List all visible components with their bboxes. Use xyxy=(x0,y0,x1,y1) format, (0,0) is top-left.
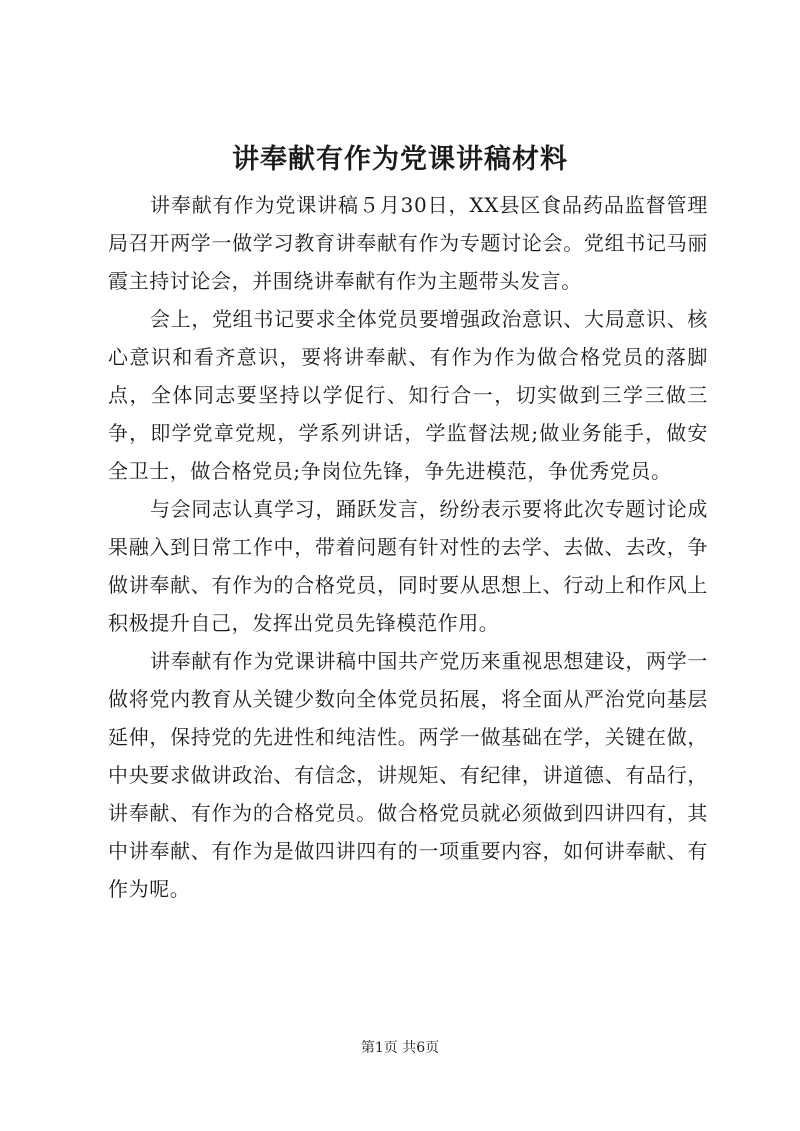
document-title: 讲奉献有作为党课讲稿材料 xyxy=(232,144,568,175)
page-number-footer: 第1页 共6页 xyxy=(360,1040,440,1056)
paragraph-1: 讲奉献有作为党课讲稿５月30日，XX县区食品药品监督管理局召开两学一做学习教育讲奉献有作为专题讨论会。党组书记马丽霞主持讨论会，并围绕讲奉献有作为主题带头发言。 xyxy=(108,193,708,293)
paragraph-2: 会上，党组书记要求全体党员要增强政治意识、大局意识、核心意识和看齐意识，要将讲奉献、有作为作为做合格党员的落脚点，全体同志要坚持以学促行、知行合一，切实做到三学三做三争，即学党章党规，学系列讲话，学监督法规;做业务能手，做安全卫士，做合格党员;争岗位先锋，争先进模范，争优秀党员。 xyxy=(108,307,708,483)
paragraph-3: 与会同志认真学习，踊跃发言，纷纷表示要将此次专题讨论成果融入到日常工作中，带着问题有针对性的去学、去做、去改，争做讲奉献、有作为的合格党员，同时要从思想上、行动上和作风上积极提升自己，发挥出党员先锋模范作用。 xyxy=(108,497,708,635)
paragraph-4: 讲奉献有作为党课讲稿中国共产党历来重视思想建设，两学一做将党内教育从关键少数向全体党员拓展，将全面从严治党向基层延伸，保持党的先进性和纯洁性。两学一做基础在学，关键在做，中央要求做讲政治、有信念，讲规矩、有纪律，讲道德、有品行，讲奉献、有作为的合格党员。做合格党员就必须做到四讲四有，其中讲奉献、有作为是做四讲四有的一项重要内容，如何讲奉献、有作为呢。 xyxy=(108,649,708,901)
document-body xyxy=(108,186,708,908)
